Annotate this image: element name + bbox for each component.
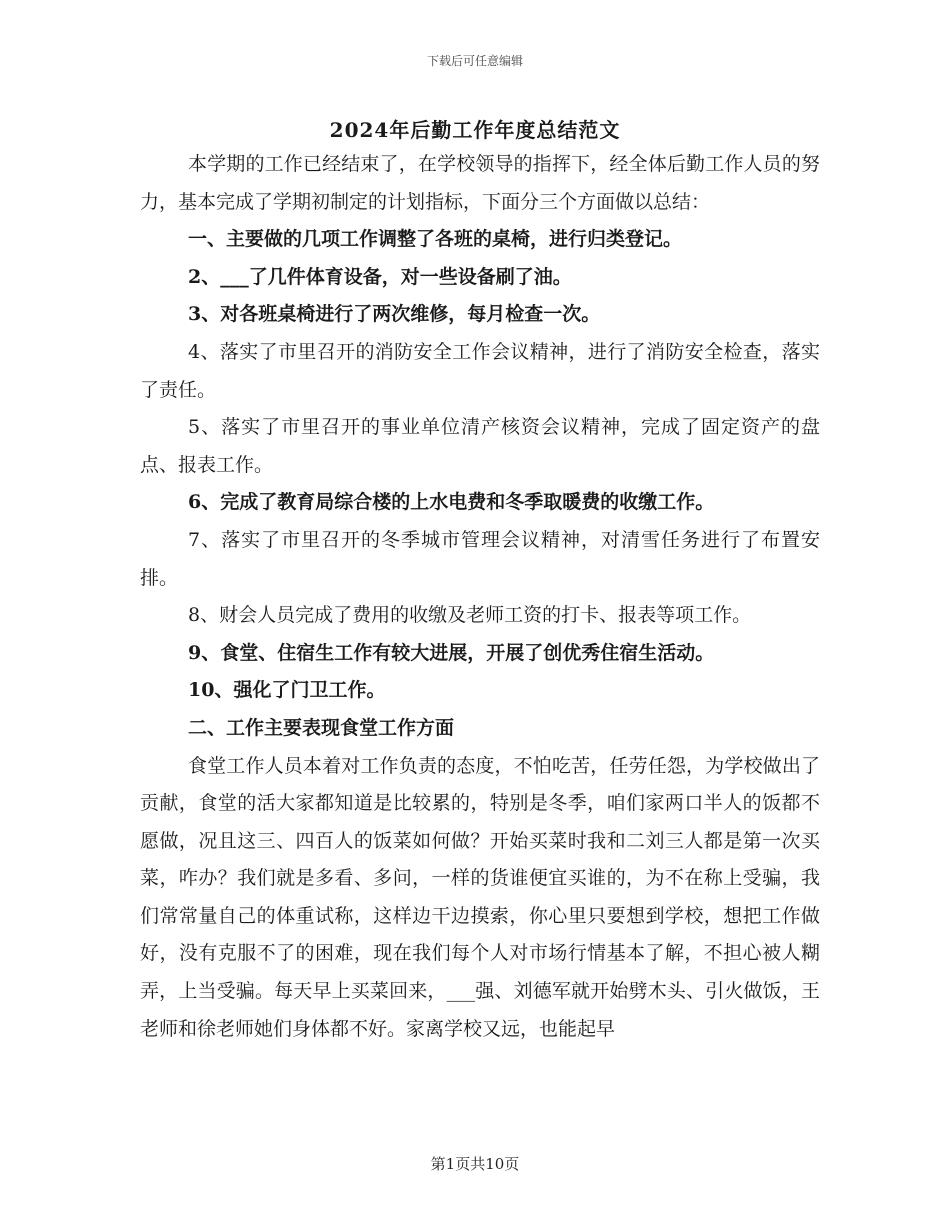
page-footer: 第1页共10页 <box>430 1155 520 1173</box>
item-9: 9、食堂、住宿生工作有较大进展，开展了创优秀住宿生活动。 <box>188 641 715 664</box>
intro-paragraph: 本学期的工作已经结束了，在学校领导的指挥下，经全体后勤工作人员的努力，基本完成了学期初制定的计划指标，下面分三个方面做以总结： <box>140 153 820 213</box>
item-5: 5、落实了市里召开的事业单位清产核资会议精神，完成了固定资产的盘点、报表工作。 <box>140 416 820 476</box>
item-3: 3、对各班桌椅进行了两次维修，每月检查一次。 <box>188 303 601 326</box>
item-2: 2、___了几件体育设备，对一些设备刷了油。 <box>188 265 572 288</box>
header-note: 下载后可任意编辑 <box>426 54 523 68</box>
document-title: 2024年后勤工作年度总结范文 <box>329 118 621 142</box>
section-heading-2: 二、工作主要表现食堂工作方面 <box>188 716 455 739</box>
item-1: 一、主要做的几项工作调整了各班的桌椅，进行归类登记。 <box>188 228 683 251</box>
item-8: 8、财会人员完成了费用的收缴及老师工资的打卡、报表等项工作。 <box>188 604 752 627</box>
item-10: 10、强化了门卫工作。 <box>188 679 386 702</box>
canteen-paragraph: 食堂工作人员本着对工作负责的态度，不怕吃苦，任劳任怨，为学校做出了贡献，食堂的活大家都知道是比较累的，特别是冬季，咱们家两口半人的饭都不愿做，况且这三、四百人的饭菜如何做？开始买菜时我和二刘三人都是第一次买菜，咋办？我们就是多看、多问，一样的货谁便宜买谁的，为不在称上受骗，我们常常量自己的体重试称，这样边干边摸索，你心里只要想到学校，想把工作做好，没有克服不了的困难，现在我们每个人对市场行情基本了解，不担心被人糊弄，上当受骗。每天早上买菜回来，___强、刘德军就开始劈木头、引火做饭，王老师和徐老师她们身体都不好。家离学校又远，也能起早 <box>140 754 820 1040</box>
item-7: 7、落实了市里召开的冬季城市管理会议精神，对清雪任务进行了布置安排。 <box>140 528 820 589</box>
item-4: 4、落实了市里召开的消防安全工作会议精神，进行了消防安全检查，落实了责任。 <box>140 340 820 401</box>
item-6: 6、完成了教育局综合楼的上水电费和冬季取暖费的收缴工作。 <box>188 491 715 514</box>
document-body <box>140 146 820 1048</box>
